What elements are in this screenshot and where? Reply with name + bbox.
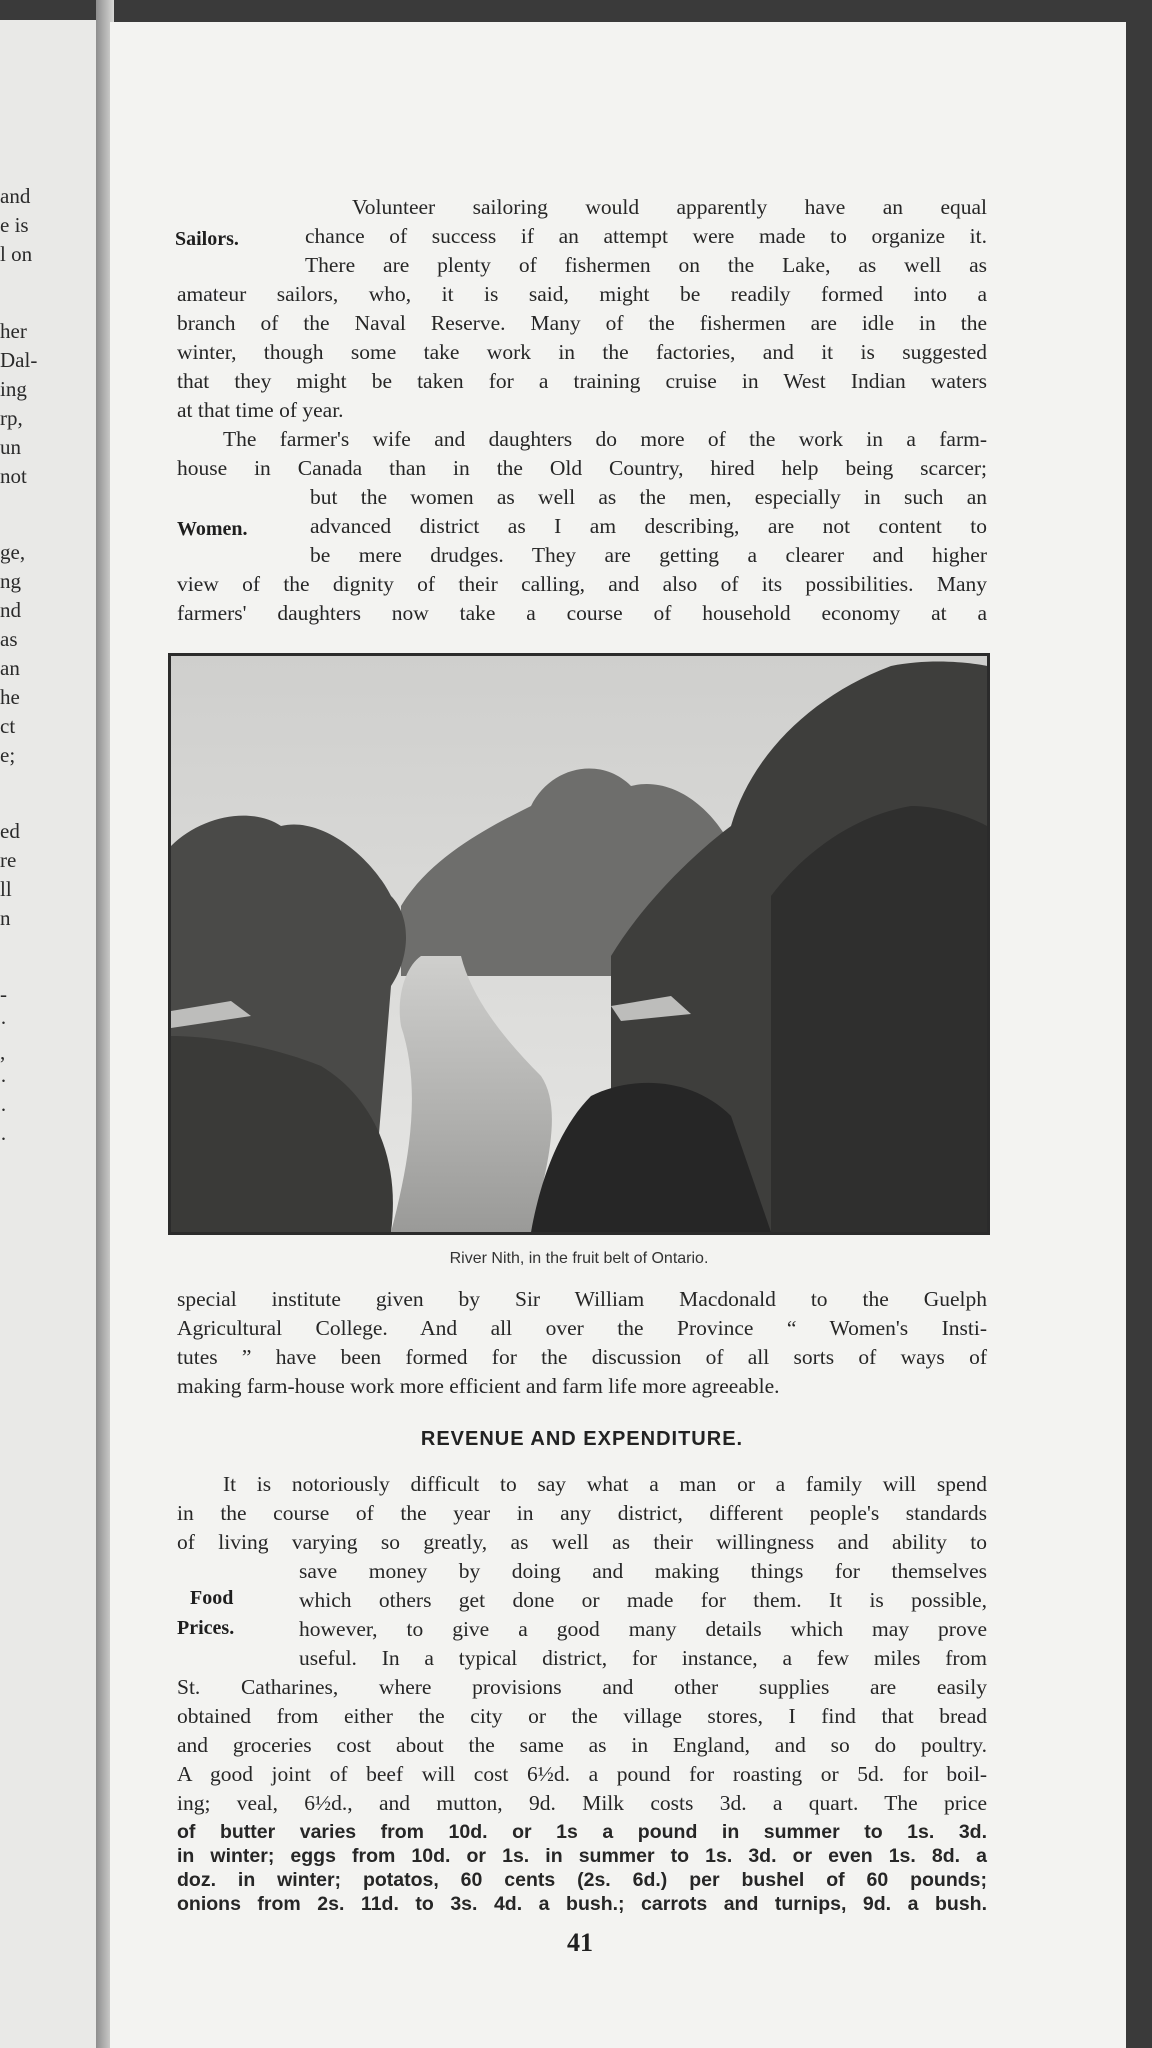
text-line: The farmer's wife and daughters do more of the work in a farm- <box>223 427 987 451</box>
women-paragraph <box>177 425 987 628</box>
facing-page-text: ge, <box>0 540 26 564</box>
section-heading: REVENUE AND EXPENDITURE. <box>420 1428 744 1450</box>
page-number: 41 <box>567 1928 593 1957</box>
facing-page-text: re <box>0 848 17 872</box>
text-line-bold: in winter; eggs from 10d. or 1s. in summer to 1s. 3d. or even 1s. 8d. a <box>177 1845 987 1867</box>
text-line: tutes ” have been formed for the discussion of all sorts of ways of <box>177 1345 987 1369</box>
facing-page-text: ct <box>0 714 16 738</box>
margin-label-women: Women. <box>177 518 248 540</box>
text-line: ing; veal, 6½d., and mutton, 9d. Milk costs 3d. a quart. The price <box>177 1791 987 1815</box>
text-line: It is notoriously difficult to say what a man or a family will spend <box>223 1472 987 1496</box>
facing-page-text: · <box>0 1127 7 1151</box>
text-line: A good joint of beef will cost 6½d. a pound for roasting or 5d. for boil- <box>177 1762 987 1786</box>
facing-page-text: Dal- <box>0 348 38 372</box>
river-landscape-image <box>171 656 987 1232</box>
facing-page-text: · <box>0 1098 7 1122</box>
text-line: but the women as well as the men, especially in such an <box>310 485 987 509</box>
text-line: special institute given by Sir William Macdonald to the Guelph <box>177 1287 987 1311</box>
text-line: house in Canada than in the Old Country, hired help being scarcer; <box>177 456 987 480</box>
facing-page-text: not <box>0 464 27 488</box>
text-line: winter, though some take work in the factories, and it is suggested <box>177 340 987 364</box>
margin-label-prices: Prices. <box>177 1617 235 1639</box>
facing-page-text: e is <box>0 213 29 237</box>
facing-page-text: ll <box>0 877 12 901</box>
text-line: of living varying so greatly, as well as their willingness and ability to <box>177 1530 987 1554</box>
text-line: obtained from either the city or the village stores, I find that bread <box>177 1704 987 1728</box>
facing-page-text: un <box>0 435 21 459</box>
facing-page-text: ed <box>0 819 20 843</box>
facing-page-text: ing <box>0 377 27 401</box>
text-line: be mere drudges. They are getting a clearer and higher <box>310 543 987 567</box>
facing-page-text: n <box>0 906 11 930</box>
facing-page-text: an <box>0 656 20 680</box>
text-line: in the course of the year in any district, different people's standards <box>177 1501 987 1525</box>
text-line: and groceries cost about the same as in England, and so do poultry. <box>177 1733 987 1757</box>
food-prices-paragraph <box>177 1470 987 1916</box>
text-line: which others get done or made for them. It is possible, <box>299 1588 987 1612</box>
facing-page-text: l on <box>0 242 33 266</box>
text-line: at that time of year. <box>177 398 344 422</box>
facing-page-text: , <box>0 1040 6 1064</box>
text-line: St. Catharines, where provisions and other supplies are easily <box>177 1675 987 1699</box>
text-line-bold: doz. in winter; potatos, 60 cents (2s. 6d.) per bushel of 60 pounds; <box>177 1869 987 1891</box>
text-line: save money by doing and making things for themselves <box>299 1559 987 1583</box>
facing-page-edge <box>0 20 98 2048</box>
facing-page-text: and <box>0 184 31 208</box>
women-paragraph-continued <box>177 1285 987 1401</box>
margin-label-food: Food <box>190 1587 234 1609</box>
facing-page-text: nd <box>0 598 21 622</box>
text-line-bold: onions from 2s. 11d. to 3s. 4d. a bush.; carrots and turnips, 9d. a bush. <box>177 1893 987 1915</box>
facing-page-text: ng <box>0 569 21 593</box>
text-line: chance of success if an attempt were made to organize it. <box>305 224 987 248</box>
facing-page-text: e; <box>0 743 16 767</box>
facing-page-text: · <box>0 1069 7 1093</box>
text-line: that they might be taken for a training cruise in West Indian waters <box>177 369 987 393</box>
margin-label-sailors: Sailors. <box>175 228 239 250</box>
text-line: Agricultural College. And all over the Province “ Women's Insti- <box>177 1316 987 1340</box>
text-line: view of the dignity of their calling, and also of its possibilities. Many <box>177 572 987 596</box>
text-line: advanced district as I am describing, are not content to <box>310 514 987 538</box>
text-line: useful. In a typical district, for instance, a few miles from <box>299 1646 987 1670</box>
text-line: making farm-house work more efficient and farm life more agreeable. <box>177 1374 780 1398</box>
photo-caption: River Nith, in the fruit belt of Ontario. <box>449 1250 709 1267</box>
text-line: Volunteer sailoring would apparently have an equal <box>352 195 987 219</box>
facing-page-text: rp, <box>0 406 23 430</box>
facing-page-text: as <box>0 627 18 651</box>
facing-page-text: he <box>0 685 20 709</box>
text-line: branch of the Naval Reserve. Many of the fishermen are idle in the <box>177 311 987 335</box>
text-line-bold: of butter varies from 10d. or 1s a pound in summer to 1s. 3d. <box>177 1821 987 1843</box>
facing-page-text: - <box>0 982 7 1006</box>
text-line: farmers' daughters now take a course of household economy at a <box>177 601 987 625</box>
river-photo <box>168 653 990 1235</box>
text-line: amateur sailors, who, it is said, might be readily formed into a <box>177 282 987 306</box>
facing-page-text: · <box>0 1011 7 1035</box>
text-line: There are plenty of fishermen on the Lake, as well as <box>305 253 987 277</box>
facing-page-text: her <box>0 319 27 343</box>
sailors-paragraph <box>177 193 987 425</box>
text-line: however, to give a good many details which may prove <box>299 1617 987 1641</box>
